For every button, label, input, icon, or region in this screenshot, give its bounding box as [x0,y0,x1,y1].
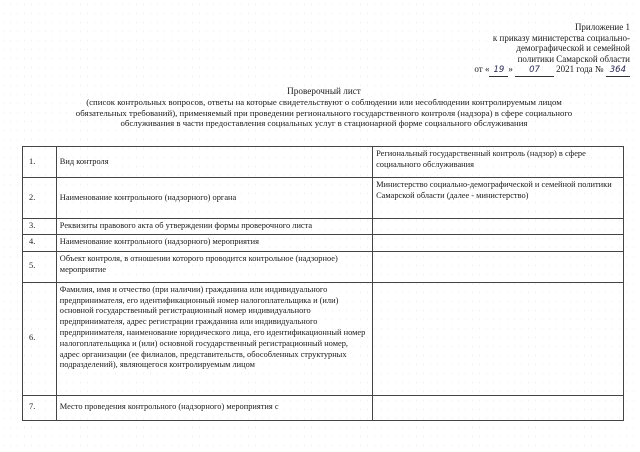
row-value: Региональный государственный контроль (надзор) в сфере социального обслуживания [373,147,624,178]
table-row [23,395,624,420]
heading-block [24,86,624,129]
handwritten-day: 19 [489,65,508,77]
page-title: Проверочный лист [287,86,361,96]
appendix-line: к приказу министерства социально- [492,32,630,43]
appendix-line: демографической и семейной [516,43,630,53]
table-row [23,219,624,235]
row-number: 7. [23,395,57,420]
subtitle-line: обслуживания в части предоставления социальных услуг в стационарной форме социального обслуживания [120,118,528,129]
table-row [23,251,624,282]
handwritten-number: 364 [606,65,630,77]
row-value [373,219,624,235]
row-label: Наименование контрольного (надзорного) мероприятия [56,234,372,251]
table-row [23,178,624,219]
subtitle-line: (список контрольных вопросов, ответы на которые свидетельствуют о соблюдении или несоблюдении контролируемым лицом [86,96,562,107]
row-value: Министерство социально-демографической и семейной политики Самарской области (далее - министерство) [373,178,624,219]
subtitle-line: обязательных требований), применяемый при проведении регионального государственного контроля (надзора) в сфере социального [75,107,573,118]
row-label: Место проведения контрольного (надзорного) мероприятия с [56,395,372,420]
row-value [373,395,624,420]
date-year: 2021 года № [556,64,604,74]
row-value [373,251,624,282]
date-mid: » [508,64,513,74]
row-number: 5. [23,251,57,282]
table-row [23,234,624,251]
row-label: Фамилия, имя и отчество (при наличии) гражданина или индивидуального предпринимателя, его идентификационный номер налогоплательщика и (или) основной государственный регистрационный номер индивидуального предпринимателя, адрес регистрации гражданина или индивидуального предпринимателя, наименование юридического лица, его идентификационный номер налогоплательщика и (или) основной государственный регистрационный номер, адрес организации (ее филиалов, представительств, обособленных структурных подразделений), являющегося контролируемым лицом [56,282,372,395]
handwritten-month: 07 [515,65,554,77]
row-value [373,234,624,251]
row-number: 4. [23,234,57,251]
checklist-table [22,146,624,421]
row-label: Наименование контрольного (надзорного) органа [56,178,372,219]
row-value [373,282,624,395]
table-row [23,282,624,395]
appendix-line: Приложение 1 [574,22,630,32]
row-number: 2. [23,178,57,219]
appendix-block [420,22,630,77]
row-number: 6. [23,282,57,395]
row-number: 1. [23,147,57,178]
appendix-line: политики Самарской области [517,53,630,64]
row-number: 3. [23,219,57,235]
row-label: Реквизиты правового акта об утверждении формы проверочного листа [56,219,372,235]
appendix-date-line [420,64,630,77]
row-label: Вид контроля [56,147,372,178]
table-row [23,147,624,178]
row-label: Объект контроля, в отношении которого проводится контрольное (надзорное) мероприятие [56,251,372,282]
date-prefix: от « [474,64,490,74]
